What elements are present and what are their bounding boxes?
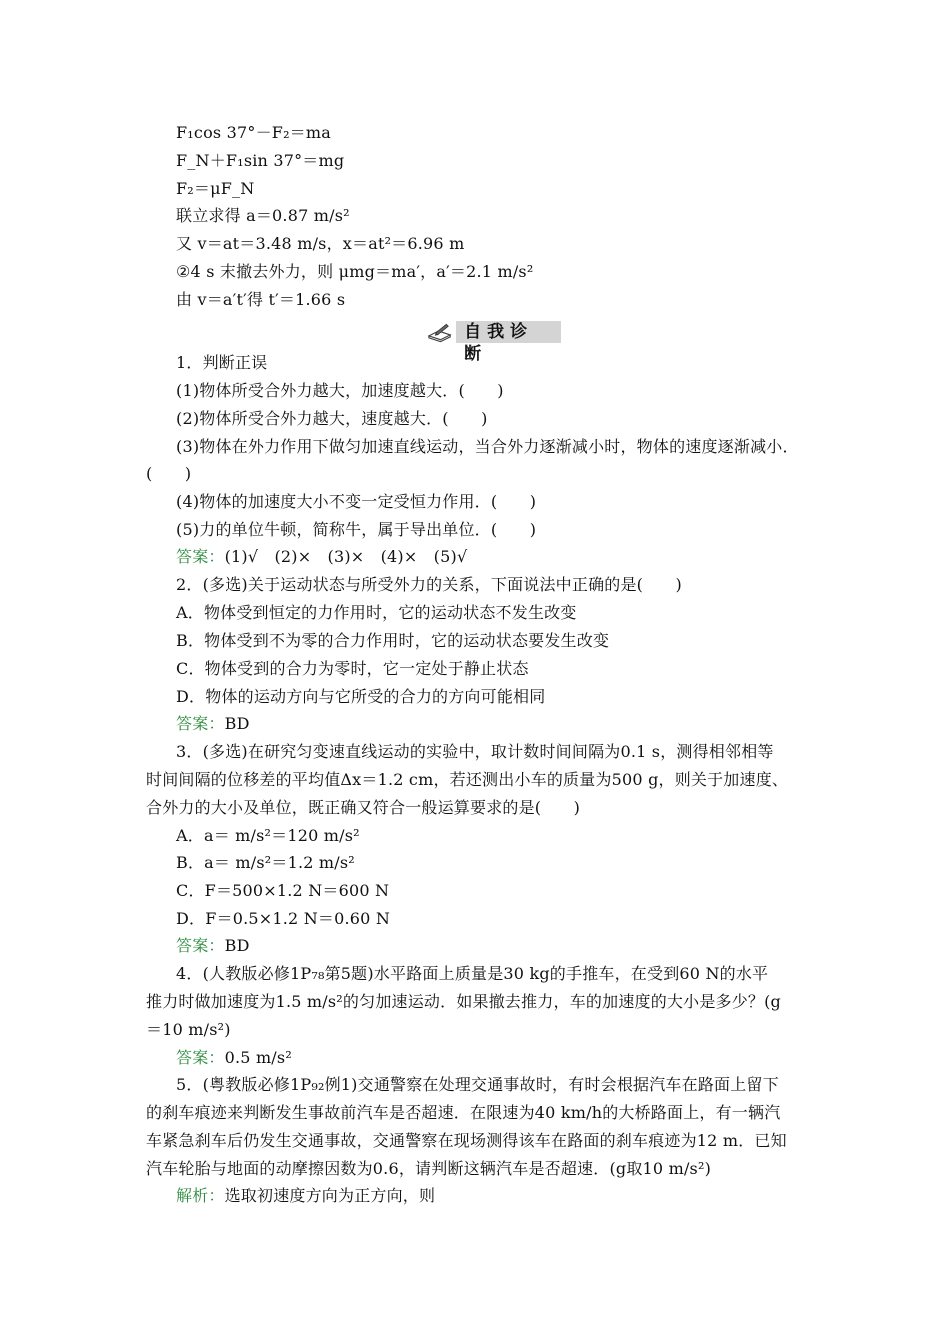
answer-line (176, 1047, 292, 1069)
text-line (176, 233, 464, 255)
text-line (176, 630, 609, 652)
text-line (146, 797, 580, 819)
line-text: 0.5 m/s² (224, 1048, 292, 1067)
line-text: ②4 s 末撤去外力，则 μmg＝ma′，a′＝2.1 m/s² (176, 262, 534, 281)
line-text: (1)√ (2)× (3)× (4)× (5)√ (224, 547, 468, 566)
answer-line (176, 546, 467, 568)
line-text: (3)物体在外力作用下做匀加速直线运动，当合外力逐渐减小时，物体的速度逐渐减小． (176, 437, 799, 456)
answer-label: 答案： (176, 547, 225, 566)
line-text: D．F＝0.5×1.2 N＝0.60 N (176, 909, 391, 928)
line-text: B．a＝ m/s²＝1.2 m/s² (176, 853, 355, 872)
text-line (176, 352, 267, 374)
line-text: ( ) (146, 464, 192, 483)
text-line (176, 408, 488, 430)
text-line (146, 1130, 787, 1152)
line-text: (4)物体的加速度大小不变一定受恒力作用．( ) (176, 492, 537, 511)
line-text: 2．(多选)关于运动状态与所受外力的关系，下面说法中正确的是( ) (176, 575, 682, 594)
answer-label: 答案： (176, 1048, 225, 1067)
line-text: B．物体受到不为零的合力作用时，它的运动状态要发生改变 (176, 631, 610, 650)
line-text: F₁cos 37°－F₂＝ma (176, 123, 331, 142)
line-text: 车紧急刹车后仍发生交通事故，交通警察在现场测得该车在路面的刹车痕迹为12 m．已知 (146, 1131, 787, 1150)
line-text: 的刹车痕迹来判断发生事故前汽车是否超速．在限速为40 km/h的大桥路面上，有一辆汽 (146, 1103, 781, 1122)
line-text: 4．(人教版必修1P₇₈第5题)水平路面上质量是30 kg的手推车，在受到60 N的水平 (176, 964, 769, 983)
text-line (146, 1102, 780, 1124)
line-text: 由 v＝a′t′得 t′＝1.66 s (176, 290, 346, 309)
line-text: 联立求得 a＝0.87 m/s² (176, 206, 350, 225)
line-text: 5．(粤教版必修1P₉₂例1)交通警察在处理交通事故时，有时会根据汽车在路面上留下 (176, 1075, 779, 1094)
text-line (176, 178, 254, 200)
answer-label: 答案： (176, 714, 225, 733)
text-line (146, 1158, 711, 1180)
text-line (146, 769, 788, 791)
line-text: A．物体受到恒定的力作用时，它的运动状态不发生改变 (176, 603, 577, 622)
text-line (176, 1074, 779, 1096)
line-text: 选取初速度方向为正方向，则 (224, 1186, 436, 1205)
line-text: 推力时做加速度为1.5 m/s²的匀加速运动．如果撤去推力，车的加速度的大小是多少？(g (146, 992, 782, 1011)
line-text: C．物体受到的合力为零时，它一定处于静止状态 (176, 659, 529, 678)
line-text: (5)力的单位牛顿，简称牛，属于导出单位．( ) (176, 520, 537, 539)
text-line (176, 825, 360, 847)
line-text: ＝10 m/s²) (146, 1020, 231, 1039)
pencil-book-icon (427, 321, 452, 343)
answer-line (176, 935, 250, 957)
answer-line (176, 713, 250, 735)
text-line (176, 741, 774, 763)
text-line (146, 1019, 231, 1041)
line-text: C．F＝500×1.2 N＝600 N (176, 881, 390, 900)
text-line (176, 380, 504, 402)
text-line (146, 991, 781, 1013)
line-text: F_N＋F₁sin 37°＝mg (176, 151, 345, 170)
section-heading (427, 321, 561, 364)
text-line (176, 963, 768, 985)
line-text: (2)物体所受合外力越大，速度越大．( ) (176, 409, 488, 428)
line-text: 时间间隔的位移差的平均值Δx＝1.2 cm，若还测出小车的质量为500 g，则关于加速度、 (146, 770, 789, 789)
section-title: 自我诊断 (456, 321, 561, 343)
text-line (176, 122, 331, 144)
text-line (176, 880, 389, 902)
text-line (176, 261, 533, 283)
text-line (176, 150, 344, 172)
text-line (176, 686, 545, 708)
text-line (176, 852, 355, 874)
text-line (176, 658, 529, 680)
line-text: 合外力的大小及单位，既正确又符合一般运算要求的是( ) (146, 798, 581, 817)
line-text: D．物体的运动方向与它所受的合力的方向可能相同 (176, 687, 546, 706)
text-line (176, 436, 799, 458)
answer-label: 解析： (176, 1186, 225, 1205)
line-text: BD (224, 714, 250, 733)
text-line (176, 491, 536, 513)
line-text: F₂＝μF_N (176, 179, 255, 198)
line-text: 汽车轮胎与地面的动摩擦因数为0.6，请判断这辆汽车是否超速．(g取10 m/s²) (146, 1159, 712, 1178)
text-line (146, 463, 191, 485)
line-text: 又 v＝at＝3.48 m/s，x＝at²＝6.96 m (176, 234, 465, 253)
line-text: 1．判断正误 (176, 353, 268, 372)
line-text: (1)物体所受合外力越大，加速度越大．( ) (176, 381, 504, 400)
text-line (176, 519, 536, 541)
line-text: BD (224, 936, 250, 955)
text-line (176, 205, 350, 227)
answer-label: 答案： (176, 936, 225, 955)
answer-line (176, 1185, 435, 1207)
line-text: 3．(多选)在研究匀变速直线运动的实验中，取计数时间间隔为0.1 s，测得相邻相等 (176, 742, 774, 761)
text-line (176, 908, 390, 930)
text-line (176, 289, 345, 311)
text-line (176, 574, 682, 596)
text-line (176, 602, 577, 624)
line-text: A．a＝ m/s²＝120 m/s² (176, 826, 360, 845)
